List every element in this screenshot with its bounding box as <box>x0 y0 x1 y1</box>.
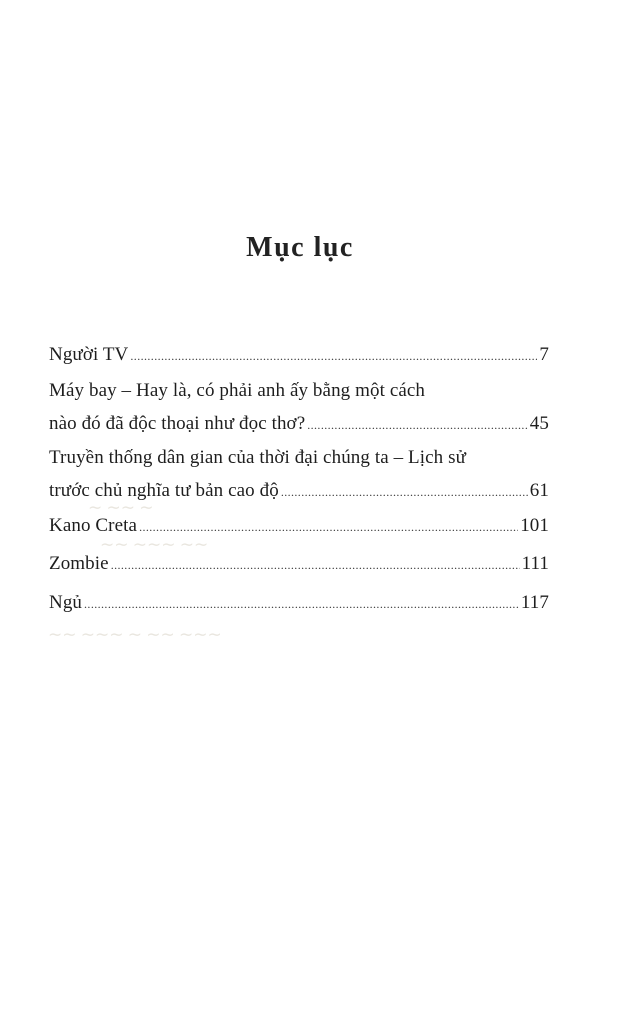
dot-leader <box>139 511 518 544</box>
toc-entry <box>49 509 549 544</box>
dot-leader <box>84 588 519 621</box>
dot-leader <box>307 409 528 442</box>
entry-title: Kano Creta <box>49 515 138 536</box>
page-number: 117 <box>520 592 549 613</box>
toc-title: Mục lục <box>246 232 354 263</box>
page-number: 101 <box>520 515 549 536</box>
entry-title-line1: Truyền thống dân gian của thời đại chúng ta – Lịch sử <box>49 447 467 468</box>
dot-leader <box>130 340 537 373</box>
toc-entry <box>49 374 549 442</box>
toc-entry <box>49 441 549 509</box>
dot-leader <box>281 476 528 509</box>
page-number: 45 <box>529 413 549 434</box>
page-number: 111 <box>521 553 549 574</box>
bleed-through-text: ∼∼ ∼∼∼ ∼ ∼∼ ∼∼∼ <box>48 625 222 644</box>
dot-leader <box>111 549 520 582</box>
page-number: 61 <box>529 480 549 501</box>
entry-title: Ngủ <box>49 592 83 613</box>
toc-entry <box>49 547 549 582</box>
entry-title-line1: Máy bay – Hay là, có phải anh ấy bằng một cách <box>49 380 426 401</box>
toc-entry <box>49 338 549 373</box>
entry-title-line2: trước chủ nghĩa tư bản cao độ <box>49 480 279 501</box>
entry-title-line2: nào đó đã độc thoại như đọc thơ? <box>49 413 306 434</box>
toc-entry <box>49 586 549 621</box>
bleed-through-text: ∼ ∼∼ ∼ <box>88 498 154 517</box>
entry-title: Người TV <box>49 344 129 365</box>
bleed-through-text: ∼∼ ∼∼∼ ∼∼ <box>100 535 209 554</box>
entry-title: Zombie <box>49 553 109 574</box>
page-number: 7 <box>539 344 549 365</box>
